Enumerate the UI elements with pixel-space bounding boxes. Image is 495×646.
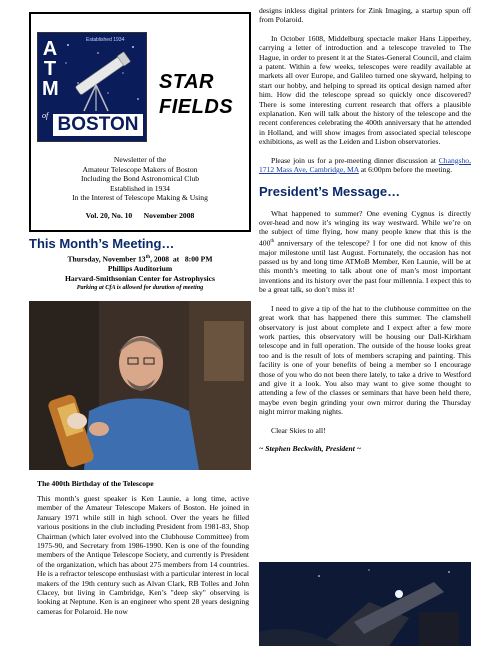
continued-paragraph: designs inkless digital printers for Zink Imaging, a startup spun off from Polaroid.	[259, 6, 471, 25]
left-column	[29, 12, 251, 616]
logo-boston: BOSTON	[52, 113, 144, 137]
restaurant-link[interactable]: Changsho, 1712 Mass Ave, Cambridge, MA	[259, 155, 471, 175]
lecture-body	[37, 494, 249, 616]
dinner-prefix: Please join us for a pre-meeting dinner discussion at	[271, 155, 439, 165]
meeting-date	[29, 253, 251, 264]
president-paragraph-2: I need to give a tip of the hat to the clubhouse committee on the great work that has happened there this summer. The clamshell observatory is just about complete and I expect after a few more work parties, this observatory will be housing our Dall-Kirkham telescope and in full operation. The outside of the house looks great too and is the result of lots of members scraping and painting. This facility is one of your benefits of being a member so I encourage those of you who do not been there lately, to take a drive to Westford and give it a look. You also may want to give some thought to attending a few of the classes or seminars that have been held there, maybe even begin grinding your own mirror during the Thursday night mirror making nights.	[259, 303, 471, 417]
pm1-sup: th	[270, 238, 275, 244]
title-star: STAR	[159, 71, 214, 93]
president-paragraph-1	[259, 209, 471, 295]
established-label: Established 1934	[86, 37, 125, 43]
parking-note: Parking at CfA is allowed for duration of meeting	[76, 284, 204, 292]
meeting-venue: Phillips Auditorium	[107, 264, 173, 274]
telescope-photo-graphic	[259, 562, 471, 646]
title-fields: FIELDS	[159, 96, 234, 118]
meeting-date-suffix: , 2008 at 8:00 PM	[150, 254, 213, 264]
meeting-heading: This Month’s Meeting…	[29, 236, 175, 251]
atmob-logo	[37, 32, 147, 142]
masthead	[29, 12, 251, 232]
closing-line: Clear Skies to all!	[271, 425, 326, 435]
lecture-paragraph: This month’s guest speaker is Ken Launie, a long time, active member of the Amateur Telescope Makers of Boston. He joined in January 1971 while still in high school. Over the years he filled various positions in the club including President from 1981-83, Shop Chairman (which later evolved into the Clubhouse Committee) from 1975-90, and Secretary from 1986-1990. Ken is one of the founding members of the Antique Telescope Society, and currently is President of the organization, which has about 275 members from 14 countries. He is a refractor telescope enthusiast with a particular interest in local makers of the 19th century such as Alvan Clark, RB Tolles and John Clacey, but living in Cambridge, Ken’s "deep sky" observing is looking at Neptune. Ken is an engineer who spent 28 years designing cameras for Polaroid. He now	[37, 494, 249, 616]
meeting-info	[29, 253, 251, 293]
logo-letter-m: M	[42, 78, 59, 100]
masthead-description	[31, 155, 249, 203]
desc-line: Amateur Telescope Makers of Boston	[82, 164, 198, 174]
logo-of: of	[42, 111, 49, 120]
logo-letter-t: T	[43, 58, 57, 80]
desc-line: Established in 1934	[110, 183, 170, 193]
speaker-photo	[29, 301, 251, 470]
desc-line: In the Interest of Telescope Making & Using	[72, 193, 208, 202]
volume-issue: Vol. 20, No. 10 November 2008	[85, 211, 195, 220]
pm1-part-b: anniversary of the telescope? I for one did not know of this major milestone until last August. Fortunately, the occasion has not passed us by and long time ATMoB Member, Ken Launie, will be at this month’s meeting to talk about one of man’s most important inventions and its history over the past four millennia. I expect this to be a great talk, so don’t miss it!	[259, 238, 471, 295]
president-heading: President’s Message…	[259, 183, 401, 199]
clubhouse-telescope-photo	[259, 562, 471, 646]
speaker-photo-graphic	[29, 301, 251, 470]
logo-letters	[42, 39, 58, 99]
history-paragraph: In October 1608, Middelburg spectacle maker Hans Lipperhey, carrying a letter of introduction and a telescope traveled to The Hague, in order to present it at the States-General Council, and claim a patent. Within a few weeks, telescopes were readily available at markets all over Europe, and Galileo turned one skyward, helping to start our hobby, and helping to spread its optical design named after him. How did the telescope spread so quickly once discovered? There is some interesting current research that offers a plausible explanation. Ken will talk about the history of the telescope and the recent conferences celebrating the 400th anniversary that he attended in Holland, and will show images from associated special telescope exhibitions, as well as the Leiden and Lisbon observatories.	[259, 33, 471, 147]
desc-line: Newsletter of the	[113, 155, 167, 164]
pm1-part-a: What happened to summer? One evening Cygnus is directly over-head and now it’s winging its way westward. While we’re on the subject of time flying, how many people knew that this is the 400	[259, 208, 471, 248]
lecture-title: The 400th Birthday of the Telescope	[37, 479, 154, 488]
president-signature: ~ Stephen Beckwith, President ~	[259, 443, 362, 453]
meeting-date-prefix: Thursday, November 13	[67, 254, 146, 264]
desc-line: Including the Bond Astronomical Club	[80, 174, 200, 183]
meeting-date-sup: th	[145, 255, 151, 260]
logo-letter-a: A	[42, 38, 58, 60]
dinner-paragraph	[259, 156, 471, 175]
dinner-suffix: at 6:00pm before the meeting.	[358, 165, 453, 175]
right-column	[259, 6, 471, 453]
meeting-org: Harvard-Smithsonian Center for Astrophysics	[65, 273, 215, 283]
